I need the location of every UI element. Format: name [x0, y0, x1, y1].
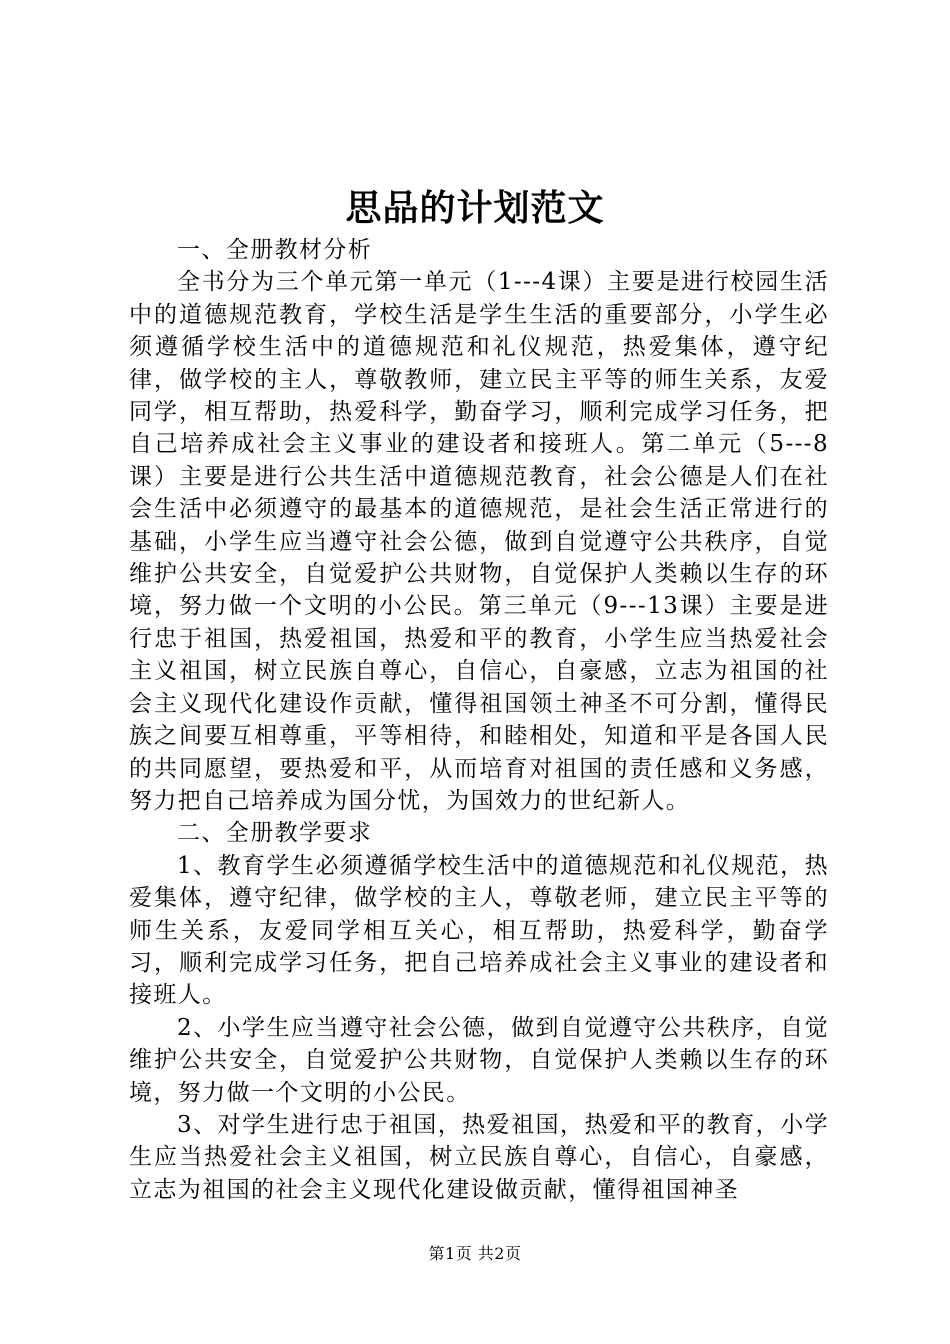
section-heading-2: 二、全册教学要求	[177, 820, 373, 847]
section-2-paragraph-1: 1、教育学生必须遵循学校生活中的道德规范和礼仪规范，热爱集体，遵守纪律，做学校的主人，尊敬老师，建立民主平等的师生关系，友爱同学相互关心，相互帮助，热爱科学，勤奋学习，顺利完成学习任务，把自己培养成社会主义事业的建设者和接班人。	[129, 852, 829, 1009]
section-1-paragraph-1: 全书分为三个单元第一单元（1---4课）主要是进行校园生活中的道德规范教育，学校生活是学生生活的重要部分，小学生必须遵循学校生活中的道德规范和礼仪规范，热爱集体，遵守纪律，做学校的主人，尊敬教师，建立民主平等的师生关系，友爱同学，相互帮助，热爱科学，勤奋学习，顺利完成学习任务，把自己培养成社会主义事业的建设者和接班人。第二单元（5---8课）主要是进行公共生活中道德规范教育，社会公德是人们在社会生活中必须遵守的最基本的道德规范，是社会生活正常进行的基础，小学生应当遵守社会公德，做到自觉遵守公共秩序，自觉维护公共安全，自觉爱护公共财物，自觉保护人类赖以生存的环境，努力做一个文明的小公民。第三单元（9---13课）主要是进行忠于祖国，热爱祖国，热爱和平的教育，小学生应当热爱社会主义祖国，树立民族自尊心，自信心，自豪感，立志为祖国的社会主义现代化建设作贡献，懂得祖国领土神圣不可分割，懂得民族之间要互相尊重，平等相待，和睦相处，知道和平是各国人民的共同愿望，要热爱和平，从而培育对祖国的责任感和义务感，努力把自己培养成为国分忧，为国效力的世纪新人。	[129, 269, 829, 814]
document-title: 思品的计划范文	[345, 187, 605, 229]
section-heading-1: 一、全册教材分析	[177, 237, 373, 263]
document-body	[129, 234, 829, 1206]
section-2-paragraph-3: 3、对学生进行忠于祖国，热爱祖国，热爱和平的教育，小学生应当热爱社会主义祖国，树立民族自尊心，自信心，自豪感，立志为祖国的社会主义现代化建设做贡献，懂得祖国神圣	[129, 1111, 829, 1203]
section-2-paragraph-2: 2、小学生应当遵守社会公德，做到自觉遵守公共秩序，自觉维护公共安全，自觉爱护公共财物，自觉保护人类赖以生存的环境，努力做一个文明的小公民。	[129, 1014, 829, 1106]
page-footer: 第1页 共2页	[428, 1244, 522, 1263]
